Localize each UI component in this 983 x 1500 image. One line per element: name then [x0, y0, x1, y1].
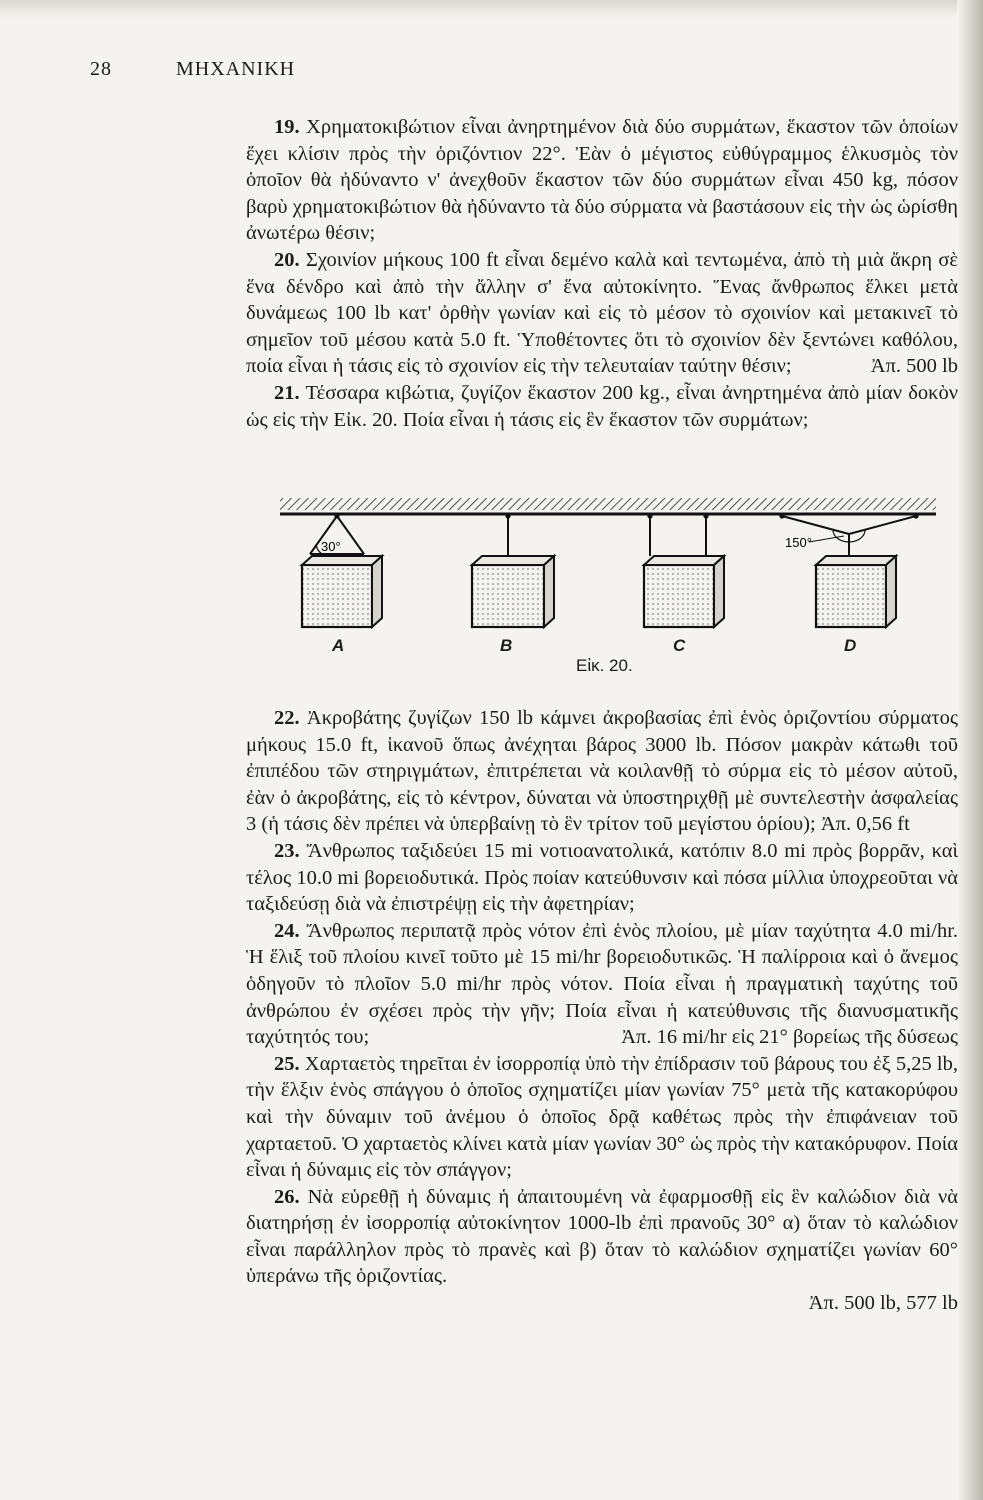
- problems-block-bottom: [246, 705, 958, 1317]
- problem-20: [246, 247, 958, 380]
- problem-text: Ἀκροβάτης ζυγίζων 150 lb κάμνει ἀκροβασίας ἐπὶ ἑνὸς ὁριζοντίου σύρματος μήκους 15.0 ft, ἱκανοῦ ὅπως ἀνέχηται βάρος 3000 lb. Πόσον μακρὰν κάτωθι τοῦ ἐπιπέδου τῶν στηριγμάτων, ἐπιτρέπεται νὰ κοιλανθῇ τὸ σύρμα εἰς τὸ μέσον αὐτοῦ, ἐὰν ὁ ἀκροβάτης, εἰς τὸ κέντρον, δύναται νὰ ὑποστηριχθῇ μὲ συντελεστὴν ἀσφαλείας 3 (ἡ τάσις δὲν πρέπει νὰ ὑπερβαίνῃ τὸ ἓν τρίτον τοῦ μεγίστου ὁρίου);: [246, 707, 958, 836]
- box-c-top: [644, 556, 724, 565]
- box-b-assembly: [472, 513, 554, 627]
- problem-text: Τέσσαρα κιβώτια, ζυγίζον ἕκαστον 200 kg., εἶναι ἀνηρτημένα ἀπὸ μίαν δοκὸν ὡς εἰς τὴν Εἰκ. 20. Ποία εἶναι ἡ τάσις εἰς ἓν ἕκαστον τῶν συρμάτων;: [246, 381, 958, 431]
- box-a-assembly: [302, 513, 382, 627]
- box-b: [472, 565, 544, 627]
- problem-text: Νὰ εὑρεθῇ ἡ δύναμις ἡ ἀπαιτουμένη νὰ ἐφαρμοσθῇ εἰς ἓν καλώδιον διὰ νὰ διατηρήσῃ ἐν ἰσορροπίᾳ αὐτοκίνητον 1000-lb ἐπὶ πρανοῦς 30° α) ὅταν τὸ καλώδιον εἶναι παράλληλον πρὸς τὸ πρανὲς καὶ β) ὅταν τὸ καλώδιον σχηματίζει γωνίαν 60° ὑπεράνω τῆς ὁριζοντίας.: [246, 1185, 959, 1288]
- box-a: [302, 565, 372, 627]
- box-b-top: [472, 556, 554, 565]
- problem-22: [246, 705, 958, 838]
- box-c: [644, 565, 714, 627]
- page-top-shadow: [0, 0, 983, 18]
- wire-d-right: [849, 516, 916, 534]
- wire-a-right: [337, 516, 364, 554]
- box-d: [816, 565, 886, 627]
- problem-number: 19.: [274, 116, 300, 138]
- box-d-assembly: [779, 513, 918, 627]
- figure-caption: Εἰκ. 20.: [576, 656, 633, 675]
- problem-text: Χρηματοκιβώτιον εἶναι ἀνηρτημένον διὰ δύο συρμάτων, ἕκαστον τῶν ὁποίων ἔχει κλίσιν πρὸς τὴν ὁριζόντιον 22°. Ἐὰν ὁ μέγιστος εὐθύγραμμος ἑλκυσμὸς τὸν ὁποῖον θὰ ἠδύναντο ν' ἀνεχθοῦν ἕκαστον τῶν δύο συρμάτων εἶναι 450 kg, πόσον βαρὺ χρηματοκιβώτιον θὰ ἠδύναντο τὰ δύο σύρματα νὰ βαστάσουν εἰς τὴν ὡς ὡρίσθη ἀνωτέρω θέσιν;: [246, 116, 959, 245]
- box-a-top: [302, 556, 382, 565]
- figure-20: [246, 492, 958, 692]
- problem-text: Σχοινίον μήκους 100 ft εἶναι δεμένο καλὰ καὶ τεντωμένα, ἀπὸ τὴ μιὰ ἄκρη σὲ ἕνα δένδρο καὶ ἀπὸ τὴν ἄλλην σ' ἕνα αὐτοκίνητο. Ἕνας ἄνθρωπος ἕλκει μετὰ δυνάμεως 100 lb κατ' ὀρθὴν γωνίαν καὶ εἰς τὸ μέσον τὸ σχοινίον καὶ μετακινεῖ τὸ σημεῖον τοῦ μέσου κατὰ 5.0 ft. Ὑποθέτοντες ὅτι τὸ σχοινίον δὲν ξεντώνει καθόλου, ποία εἶναι ἡ τάσις εἰς τὸ σχοινίον εἰς τὴν τελευταίαν ταύτην θέσιν;: [246, 248, 959, 378]
- problems-block-top: [246, 114, 958, 433]
- label-b: B: [500, 636, 513, 655]
- problem-26-answer: Ἀπ. 500 lb, 577 lb: [808, 1292, 958, 1315]
- box-b-side: [544, 556, 554, 627]
- problem-number: 21.: [274, 381, 300, 404]
- label-d: D: [844, 636, 857, 655]
- label-a: A: [332, 636, 345, 655]
- box-d-side: [886, 556, 896, 627]
- problem-21: [246, 380, 958, 433]
- chapter-title: ΜΗΧΑΝΙΚΗ: [176, 58, 296, 80]
- running-head: [90, 58, 650, 81]
- box-c-side: [714, 556, 724, 627]
- label-c: C: [673, 636, 686, 655]
- problem-number: 25.: [274, 1052, 300, 1075]
- problem-23: [246, 838, 958, 918]
- problem-answer: Ἀπ. 0,56 ft: [820, 813, 910, 836]
- problem-text: Ἄνθρωπος ταξιδεύει 15 mi νοτιοανατολικά, κατόπιν 8.0 mi πρὸς βορρᾶν, καὶ τέλος 10.0 mi βορειοδυτικά. Πρὸς ποίαν κατεύθυνσιν καὶ πόσα μίλλια ὑποχρεοῦται νὰ ταξιδεύσῃ διὰ νὰ ἐπιστρέψῃ εἰς τὴν ἀφετηρίαν;: [246, 839, 958, 916]
- problem-number: 26.: [274, 1185, 300, 1208]
- problem-answer: Ἀπ. 500 lb: [870, 355, 958, 378]
- problem-25: [246, 1051, 958, 1184]
- box-a-side: [372, 556, 382, 627]
- beam-hatch: [280, 498, 936, 510]
- problem-number: 20.: [274, 248, 300, 271]
- problem-number: 24.: [274, 919, 300, 942]
- angle-label-a: 30°: [321, 539, 341, 554]
- problem-24: [246, 918, 958, 1051]
- problem-answer: Ἀπ. 16 mi/hr εἰς 21° βορείως τῆς δύσεως: [621, 1026, 958, 1049]
- box-c-assembly: [644, 513, 724, 627]
- problem-number: 23.: [274, 839, 300, 862]
- problem-text: Χαρταετὸς τηρεῖται ἐν ἰσορροπίᾳ ὑπὸ τὴν ἐπίδρασιν τοῦ βάρους του ἐξ 5,25 lb, τὴν ἕλξιν ἑνὸς σπάγγου ὁ ὁποῖος σχηματίζει μίαν γωνίαν 75° μετὰ τῆς κατακορύφου καὶ τὴν δύναμιν τοῦ ἀνέμου ὁ ὁποῖος δρᾷ καθέτως πρὸς τὴν ἐπιφάνειαν τοῦ χαρταετοῦ. Ὁ χαρταετὸς κλίνει κατὰ μίαν γωνίαν 30° ὡς πρὸς τὴν κατακόρυφον. Ποία εἶναι ἡ δύναμις εἰς τὸν σπάγγον;: [246, 1052, 958, 1182]
- angle-label-d: 150°: [785, 535, 812, 550]
- problem-19: [246, 114, 958, 247]
- wire-d-left: [782, 516, 849, 534]
- page-gutter-shadow: [957, 0, 983, 1500]
- box-d-top: [816, 556, 896, 565]
- problem-text: Ἄνθρωπος περιπατᾷ πρὸς νότον ἐπὶ ἑνὸς πλοίου, μὲ μίαν ταχύτητα 4.0 mi/hr. Ἡ ἕλιξ τοῦ πλοίου κινεῖ τοῦτο μὲ 15 mi/hr βορειοδυτικῶς. Ἡ παλίρροια καὶ ὁ ἄνεμος ὁδηγοῦν τὸ πλοῖον 5.0 mi/hr πρὸς νότον. Ποία εἶναι ἡ πραγματικὴ ταχύτης τοῦ ἀνθρώπου ἐν σχέσει πρὸς τὴν γῆν; Ποία εἶναι ἡ κατεύθυνσις τῆς διανυσματικῆς ταχύτητός του;: [246, 919, 959, 1049]
- problem-26: [246, 1184, 958, 1290]
- problem-number: 22.: [274, 707, 300, 729]
- page-number: 28: [90, 58, 112, 80]
